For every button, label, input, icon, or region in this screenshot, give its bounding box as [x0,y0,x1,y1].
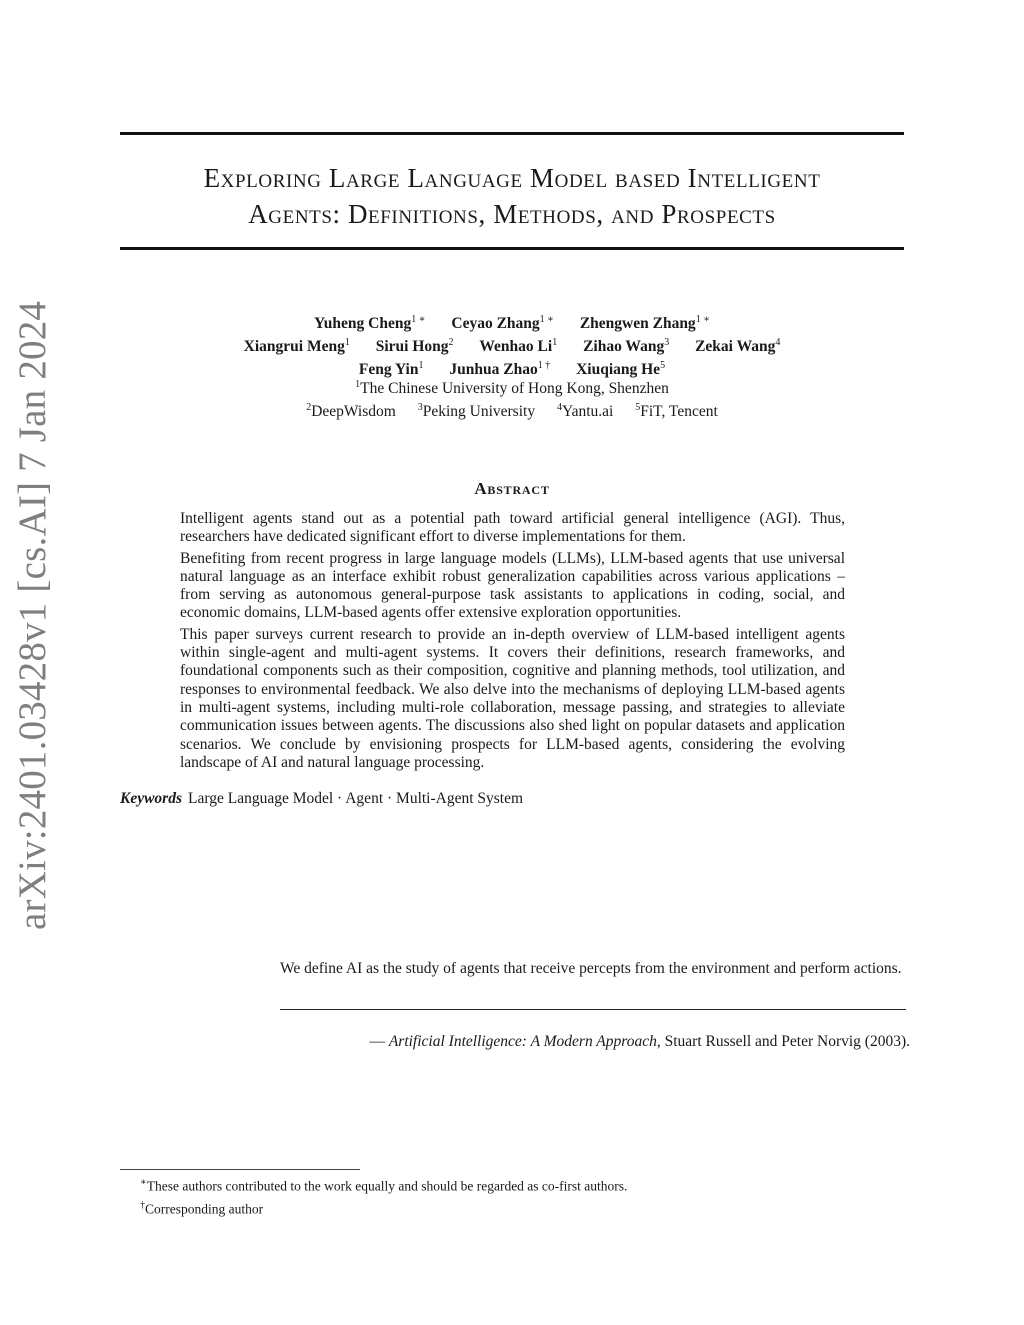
footnote-mark: ∗ [140,1177,147,1188]
abstract-paragraph: Benefiting from recent progress in large language models (LLMs), LLM-based agents that use universal natural language as an interface exhibit robust generalization capabilities across various applications – from serving as autonomous general-purpose task assistants to applications in coding, social, and economic domains, LLM-based agents offer extensive exploration opportunities. [180,549,845,622]
footnote-text: These authors contributed to the work equally and should be regarded as co-first authors. [146,1178,628,1194]
epigraph-quote: We define AI as the study of agents that receive percepts from the environment and perform actions. [280,960,902,977]
author-affiliation-mark: 1 † [537,360,551,372]
epigraph-rule [280,1009,906,1010]
title-bottom-rule [120,247,904,250]
footnote-rule [120,1169,360,1170]
title-line-2: Agents: Definitions, Methods, and Prospects [248,199,776,229]
author-name: Junhua Zhao [449,361,538,379]
author-name: Zekai Wang [695,338,776,356]
affiliation-name: The Chinese University of Hong Kong, Shenzhen [360,380,669,398]
keywords-text: Large Language Model · Agent · Multi-Agent System [188,790,524,807]
author-name: Wenhao Li [479,338,553,356]
abstract-body [180,510,845,775]
author-affiliation-mark: 5 [660,360,666,372]
affiliation-mark: 2 [306,402,312,414]
attribution-authors: , Stuart Russell and Peter Norvig (2003). [656,1033,910,1050]
author-row [120,333,904,356]
author-affiliation-mark: 1 ∗ [411,314,426,325]
affiliation-mark: 1 [355,379,361,390]
footnote [140,1173,627,1196]
author-name: Xiangrui Meng [243,338,345,356]
abstract-paragraph: Intelligent agents stand out as a potential path toward artificial general intelligence (AGI). Thus, researchers have dedicated significant effort to diverse implementations for them. [180,510,845,546]
affiliation [557,403,613,420]
author-list [120,310,904,379]
affiliation-row [120,375,904,398]
author-name: Zihao Wang [583,338,665,356]
epigraph-attribution [280,1033,910,1051]
author-name: Feng Yin [358,361,419,379]
affiliation-mark: 4 [556,402,562,414]
arxiv-identifier-sidebar: arXiv:2401.03428v1 [cs.AI] 7 Jan 2024 [11,300,54,930]
affiliation [306,403,396,420]
author [314,315,426,332]
affiliation-list [120,375,904,421]
author [580,315,710,332]
affiliation [418,403,535,420]
attribution-prefix: — [369,1033,389,1050]
affiliation-name: Peking University [422,403,536,421]
author-name: Xiuqiang He [576,361,661,379]
author [376,338,454,355]
title-line-1: Exploring Large Language Model based Intelligent [203,163,821,193]
attribution-book-title: Artificial Intelligence: A Modern Approach [388,1033,657,1050]
author-affiliation-mark: 1 ∗ [539,314,554,325]
author-name: Yuheng Cheng [314,315,412,333]
author-name: Sirui Hong [375,338,449,356]
affiliation [635,403,718,420]
affiliation-name: DeepWisdom [311,403,396,421]
affiliation-name: Yantu.ai [561,403,614,421]
author-affiliation-mark: 2 [448,337,454,349]
affiliation-mark: 5 [635,402,641,414]
affiliation-row [120,398,904,421]
affiliation-mark: 3 [417,402,423,414]
footnote-text: Corresponding author [145,1201,264,1216]
paper-title [120,160,904,232]
author-affiliation-mark: 3 [664,337,670,349]
author [479,338,557,355]
author-name: Ceyao Zhang [451,315,540,333]
author [583,338,669,355]
author [244,338,350,355]
footnotes [140,1173,627,1218]
abstract-paragraph: This paper surveys current research to provide an in-depth overview of LLM-based intelligent agents within single-agent and multi-agent systems. It covers their definitions, research frameworks, and foundational components such as their composition, cognitive and planning methods, tool utilization, and responses to environmental feedback. We also delve into the mechanisms of deploying LLM-based agents in multi-agent systems, including multi-role collaboration, message passing, and strategies to alleviate communication issues between agents. The discussions also shed light on popular datasets and application scenarios. We conclude by envisioning prospects for LLM-based agents, considering the evolving landscape of AI and natural language processing. [180,625,845,771]
author-row [120,310,904,333]
keywords-label: Keywords [120,790,182,807]
keywords-line [120,790,523,808]
author-affiliation-mark: 1 [418,360,424,372]
author-affiliation-mark: 1 ∗ [695,314,710,325]
author [451,315,554,332]
affiliation-name: FiT, Tencent [640,403,718,421]
abstract-heading: Abstract [474,479,550,498]
title-top-rule [120,132,904,135]
author [695,338,780,355]
author-affiliation-mark: 1 [552,337,558,349]
author-affiliation-mark: 4 [775,337,781,349]
author-affiliation-mark: 1 [344,337,350,349]
footnote [140,1196,627,1219]
author-name: Zhengwen Zhang [579,315,696,333]
affiliation [355,380,669,397]
footnote-mark: † [140,1199,145,1211]
